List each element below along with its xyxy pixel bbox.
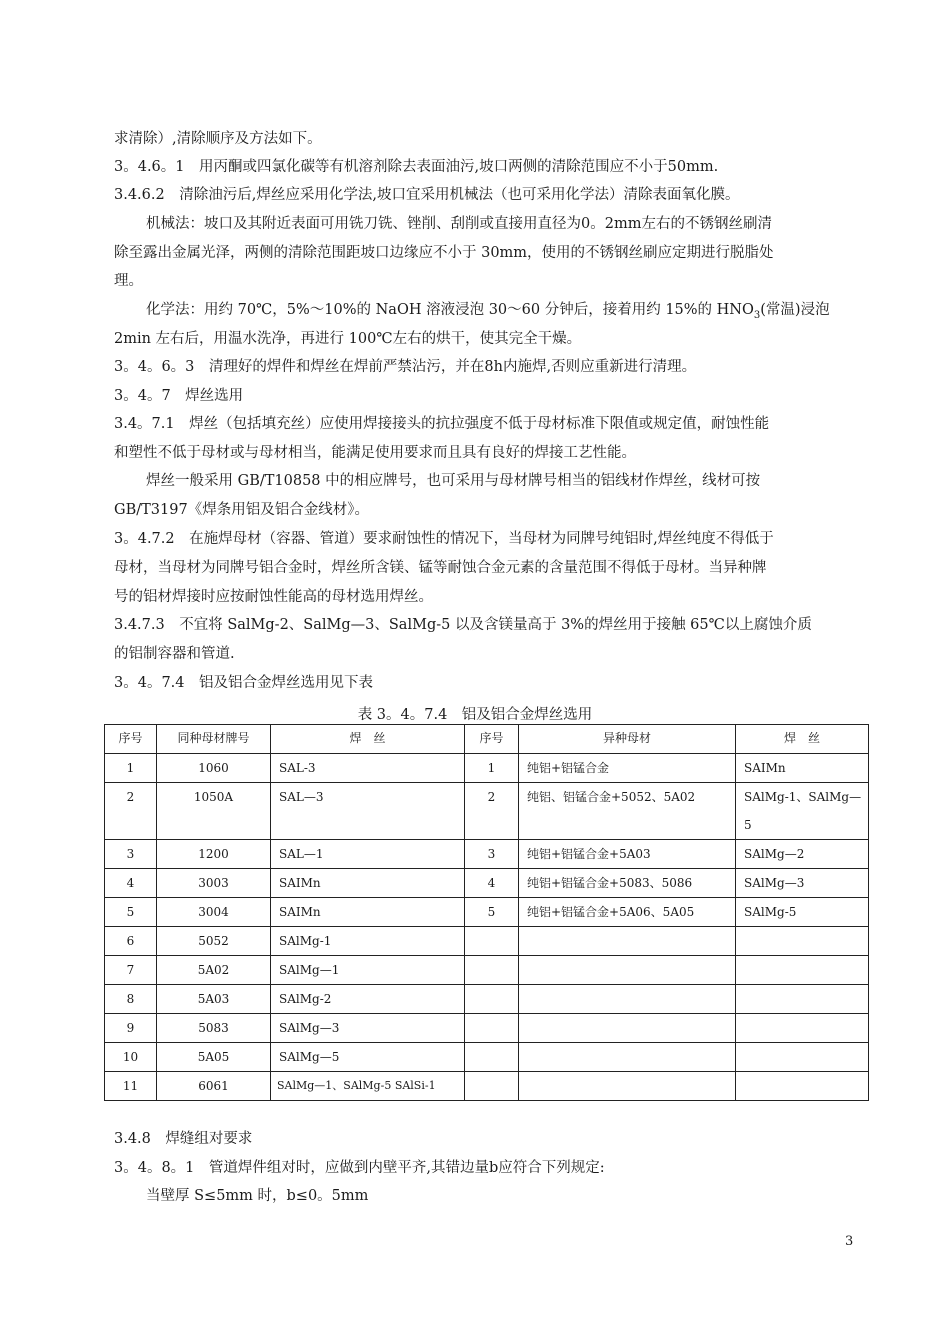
cell: 1050A bbox=[157, 783, 271, 840]
cell: 7 bbox=[105, 956, 157, 985]
section-heading: 3.4.8 焊缝组对要求 bbox=[114, 1131, 253, 1147]
paragraph-line: 除至露出金属光泽，两侧的清除范围距坡口边缘应不小于 30mm，使用的不锈钢丝刷应定期进行脱脂处 bbox=[114, 245, 774, 261]
cell: 1060 bbox=[157, 754, 271, 783]
header-filler-wire-2: 焊 丝 bbox=[736, 725, 869, 754]
cell bbox=[465, 927, 519, 956]
cell: 5083 bbox=[157, 1014, 271, 1043]
cell: 5 bbox=[105, 898, 157, 927]
paragraph-line: 3.4.6.2 清除油污后,焊丝应采用化学法,坡口宜采用机械法（也可采用化学法）清除表面氧化膜。 bbox=[114, 187, 740, 203]
cell: SAlMg—3 bbox=[271, 1014, 465, 1043]
paragraph-line: 求清除）,清除顺序及方法如下。 bbox=[114, 131, 322, 147]
cell bbox=[519, 985, 736, 1014]
cell bbox=[736, 783, 869, 840]
chem-text-tail: (常温)浸泡 bbox=[760, 302, 830, 318]
cell bbox=[465, 1014, 519, 1043]
cell: 2 bbox=[105, 783, 157, 840]
page-number: 3 bbox=[845, 1234, 854, 1249]
paragraph-line: 的铝制容器和管道. bbox=[114, 646, 235, 662]
cell bbox=[736, 1014, 869, 1043]
cell: SAlMg-5 bbox=[736, 898, 869, 927]
table-header-row bbox=[105, 725, 869, 754]
cell: 1200 bbox=[157, 840, 271, 869]
cell: 4 bbox=[465, 869, 519, 898]
cell: 5052 bbox=[157, 927, 271, 956]
table-row bbox=[105, 927, 869, 956]
paragraph-line: 2min 左右后，用温水洗净，再进行 100℃左右的烘干，使其完全干燥。 bbox=[114, 331, 582, 347]
cell: 纯铝+铝锰合金+5A03 bbox=[519, 840, 736, 869]
cell: SAIMn bbox=[271, 869, 465, 898]
cell: SAlMg—1 bbox=[271, 956, 465, 985]
header-seq: 序号 bbox=[105, 725, 157, 754]
cell: SAlMg—3 bbox=[736, 869, 869, 898]
cell: 8 bbox=[105, 985, 157, 1014]
paragraph-line: 3.4.7.3 不宜将 SalMg-2、SalMg—3、SalMg-5 以及含镁量高于 3%的焊丝用于接触 65℃以上腐蚀介质 bbox=[114, 617, 812, 633]
header-seq-2: 序号 bbox=[465, 725, 519, 754]
cell-wrap-text: SAlMg-1、SAlMg—5 bbox=[744, 790, 862, 832]
paragraph-line: 3。4。6。3 清理好的焊件和焊丝在焊前严禁沾污，并在8h内施焊,否则应重新进行清理。 bbox=[114, 359, 697, 375]
cell: 5A05 bbox=[157, 1043, 271, 1072]
cell: 4 bbox=[105, 869, 157, 898]
cell bbox=[736, 1043, 869, 1072]
cell: 3004 bbox=[157, 898, 271, 927]
cell bbox=[519, 1043, 736, 1072]
cell: 3003 bbox=[157, 869, 271, 898]
paragraph-line: 母材，当母材为同牌号铝合金时，焊丝所含镁、锰等耐蚀合金元素的含量范围不得低于母材。当异种牌 bbox=[114, 560, 767, 576]
cell: SAlMg—1、SAlMg-5 SAlSi-1 bbox=[271, 1072, 465, 1101]
paragraph-line: GB/T3197《焊条用铝及铝合金线材》。 bbox=[114, 502, 369, 518]
table-row bbox=[105, 898, 869, 927]
paragraph-line bbox=[146, 299, 830, 321]
cell: 纯铝+铝锰合金 bbox=[519, 754, 736, 783]
table-row bbox=[105, 840, 869, 869]
header-filler-wire: 焊 丝 bbox=[271, 725, 465, 754]
table-row bbox=[105, 956, 869, 985]
cell bbox=[465, 1072, 519, 1101]
cell: SAlMg—5 bbox=[271, 1043, 465, 1072]
chem-text: 化学法：用约 70℃，5%～10%的 NaOH 溶液浸泡 30～60 分钟后，接着用约 15%的 HNO bbox=[146, 302, 754, 318]
cell bbox=[465, 985, 519, 1014]
cell: 2 bbox=[465, 783, 519, 840]
table-row bbox=[105, 1014, 869, 1043]
cell: 1 bbox=[465, 754, 519, 783]
table-row bbox=[105, 869, 869, 898]
cell: 5A02 bbox=[157, 956, 271, 985]
table-row bbox=[105, 754, 869, 783]
cell: 11 bbox=[105, 1072, 157, 1101]
cell: 1 bbox=[105, 754, 157, 783]
paragraph-line: 焊丝一般采用 GB/T10858 中的相应牌号，也可采用与母材牌号相当的铝线材作焊丝，线材可按 bbox=[146, 473, 761, 489]
paragraph-line: 号的铝材焊接时应按耐蚀性能高的母材选用焊丝。 bbox=[114, 589, 433, 605]
cell: 5A03 bbox=[157, 985, 271, 1014]
cell: 6061 bbox=[157, 1072, 271, 1101]
paragraph-line: 3.4。7.1 焊丝（包括填充丝）应使用焊接接头的抗拉强度不低于母材标准下限值或规定值，耐蚀性能 bbox=[114, 416, 770, 432]
cell bbox=[465, 1043, 519, 1072]
cell bbox=[519, 1072, 736, 1101]
subscript-3: 3 bbox=[753, 310, 761, 321]
cell bbox=[519, 927, 736, 956]
cell bbox=[736, 927, 869, 956]
paragraph-line: 3。4.7.2 在施焊母材（容器、管道）要求耐蚀性的情况下，当母材为同牌号纯铝时,焊丝纯度不得低于 bbox=[114, 531, 774, 547]
cell: SAlMg-2 bbox=[271, 985, 465, 1014]
cell bbox=[465, 956, 519, 985]
cell: 6 bbox=[105, 927, 157, 956]
table-row bbox=[105, 985, 869, 1014]
paragraph-line: 当壁厚 S≤5mm 时，b≤0。5mm bbox=[146, 1188, 369, 1204]
cell: 纯铝+铝锰合金+5083、5086 bbox=[519, 869, 736, 898]
cell: SAlMg-1 bbox=[271, 927, 465, 956]
paragraph-line: 3。4.6。1 用丙酮或四氯化碳等有机溶剂除去表面油污,坡口两侧的清除范围应不小于50mm. bbox=[114, 159, 719, 175]
cell: 3 bbox=[465, 840, 519, 869]
cell: SAL—1 bbox=[271, 840, 465, 869]
table-row bbox=[105, 1043, 869, 1072]
section-heading: 3。4。7 焊丝选用 bbox=[114, 388, 244, 404]
cell: SAlMg—2 bbox=[736, 840, 869, 869]
cell: SAL—3 bbox=[271, 783, 465, 840]
cell: 3 bbox=[105, 840, 157, 869]
table-caption: 表 3。4。7.4 铝及铝合金焊丝选用 bbox=[357, 707, 593, 723]
cell: SAL-3 bbox=[271, 754, 465, 783]
cell bbox=[736, 1072, 869, 1101]
cell: 纯铝、铝锰合金+5052、5A02 bbox=[519, 783, 736, 840]
paragraph-line: 3。4。7.4 铝及铝合金焊丝选用见下表 bbox=[114, 675, 374, 691]
cell: 5 bbox=[465, 898, 519, 927]
header-same-base-metal: 同种母材牌号 bbox=[157, 725, 271, 754]
cell: 纯铝+铝锰合金+5A06、5A05 bbox=[519, 898, 736, 927]
cell bbox=[519, 1014, 736, 1043]
table-row bbox=[105, 1072, 869, 1101]
paragraph-line: 3。4。8。1 管道焊件组对时，应做到内壁平齐,其错边量b应符合下列规定: bbox=[114, 1160, 605, 1176]
cell bbox=[519, 956, 736, 985]
cell: SAIMn bbox=[271, 898, 465, 927]
header-dissimilar-base-metal: 异种母材 bbox=[519, 725, 736, 754]
paragraph-line: 机械法：坡口及其附近表面可用铣刀铣、锉削、刮削或直接用直径为0。2mm左右的不锈钢丝刷清 bbox=[146, 216, 772, 232]
cell: SAIMn bbox=[736, 754, 869, 783]
cell: 9 bbox=[105, 1014, 157, 1043]
paragraph-line: 理。 bbox=[114, 273, 143, 289]
cell bbox=[736, 956, 869, 985]
table-row bbox=[105, 783, 869, 840]
cell bbox=[736, 985, 869, 1014]
cell: 10 bbox=[105, 1043, 157, 1072]
paragraph-line: 和塑性不低于母材或与母材相当，能满足使用要求而且具有良好的焊接工艺性能。 bbox=[114, 445, 636, 461]
filler-wire-table bbox=[104, 724, 869, 1101]
